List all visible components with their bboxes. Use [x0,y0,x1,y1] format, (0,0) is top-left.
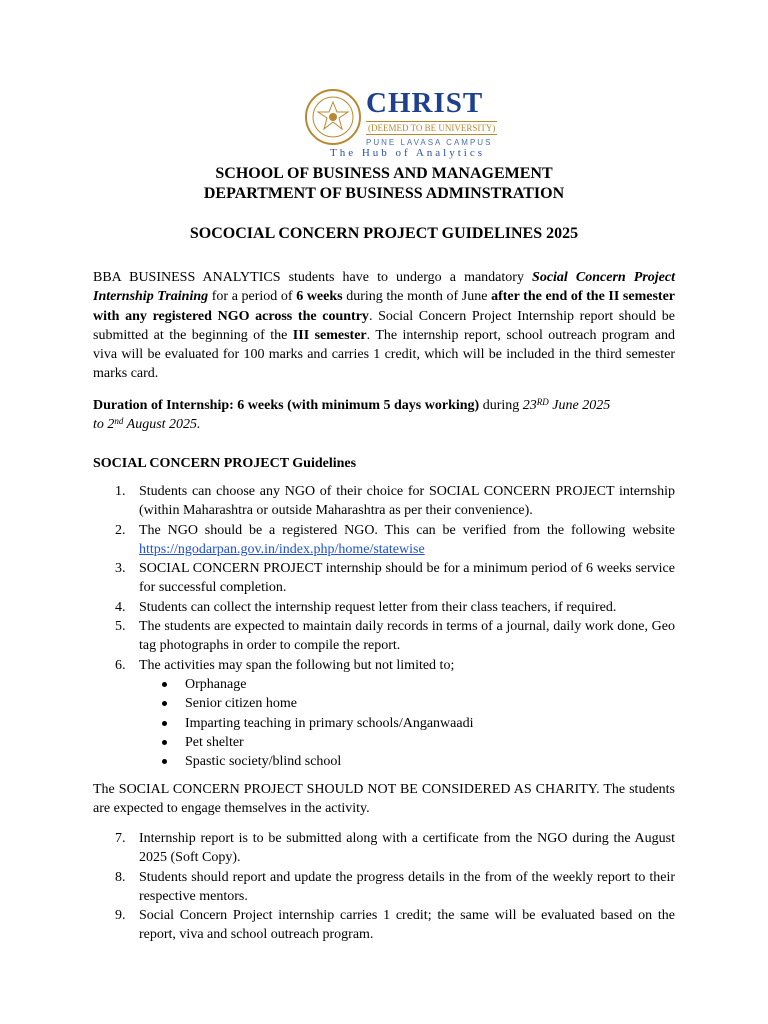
activity-item: Senior citizen home [93,694,675,713]
bullet-icon [162,721,167,726]
intro-paragraph: BBA BUSINESS ANALYTICS students have to undergo a mandatory Social Concern Project Internship Training for a period of 6 weeks during the month of June after the end of the II semester with any registered NGO across the country. Social Concern Project Internship report should be submitted at the beginning of the III semester. The internship report, school outreach program and viva will be evaluated for 100 marks and carries 1 credit, which will be included in the third semester marks card. [93,270,676,382]
logo-campus-text: PUNE LAVASA CAMPUS [366,138,493,147]
activity-item: Pet shelter [93,733,675,752]
logo-tagline: The Hub of Analytics [330,147,486,159]
bullet-icon [162,682,167,687]
list-item: 6. The activities may span the following but not limited to; [115,657,455,673]
activities-sublist [93,675,675,771]
bullet-icon [162,701,167,706]
ngo-darpan-link[interactable]: https://ngodarpan.gov.in/index.php/home/statewise [139,541,425,557]
list-item: 4. Students can collect the internship request letter from their class teachers, if required. [115,599,617,615]
activity-item: Spastic society/blind school [93,752,675,771]
list-item: 3. SOCIAL CONCERN PROJECT internship should be for a minimum period of 6 weeks service for successful completion. [115,561,675,596]
logo-deemed-text: (DEEMED TO BE UNIVERSITY) [368,123,496,133]
list-item: 8. Students should report and update the progress details in the from of the weekly report to their respective mentors. [115,869,675,904]
bullet-icon [162,759,167,764]
charity-note: The SOCIAL CONCERN PROJECT SHOULD NOT BE CONSIDERED AS CHARITY. The students are expected to engage themselves in the activity. [93,782,675,817]
duration-paragraph: Duration of Internship: 6 weeks (with minimum 5 days working) during 23RD June 2025 to 2nd August 2025. [93,397,611,433]
guidelines-list-continued [93,829,675,945]
activity-item: Orphanage [93,675,675,694]
logo-brand-text: CHRIST [366,87,484,119]
school-heading: SCHOOL OF BUSINESS AND MANAGEMENT [215,165,553,182]
list-item: 9. Social Concern Project internship carries 1 credit; the same will be evaluated based on the report, viva and school outreach program. [115,908,675,943]
list-item: 2. The NGO should be a registered NGO. This can be verified from the following website https://ngodarpan.gov.in/index.php/home/statewise [115,522,675,557]
list-item: 1. Students can choose any NGO of their choice for SOCIAL CONCERN PROJECT internship (within Maharashtra or outside Maharashtra as per their convenience). [115,484,675,519]
activity-item: Imparting teaching in primary schools/Anganwaadi [93,714,675,733]
university-seal-icon [304,88,362,146]
list-item: 7. Internship report is to be submitted along with a certificate from the NGO during the August 2025 (Soft Copy). [115,831,675,866]
department-heading: DEPARTMENT OF BUSINESS ADMINSTRATION [203,185,565,202]
document-title: SOCOCIAL CONCERN PROJECT GUIDELINES 2025 [189,225,579,242]
list-item: 5. The students are expected to maintain daily records in terms of a journal, daily work done, Geo tag photographs in order to compile the report. [115,619,675,654]
bullet-icon [162,740,167,745]
guidelines-list [93,482,675,771]
guidelines-title: SOCIAL CONCERN PROJECT Guidelines [93,456,357,471]
university-logo [304,88,514,160]
